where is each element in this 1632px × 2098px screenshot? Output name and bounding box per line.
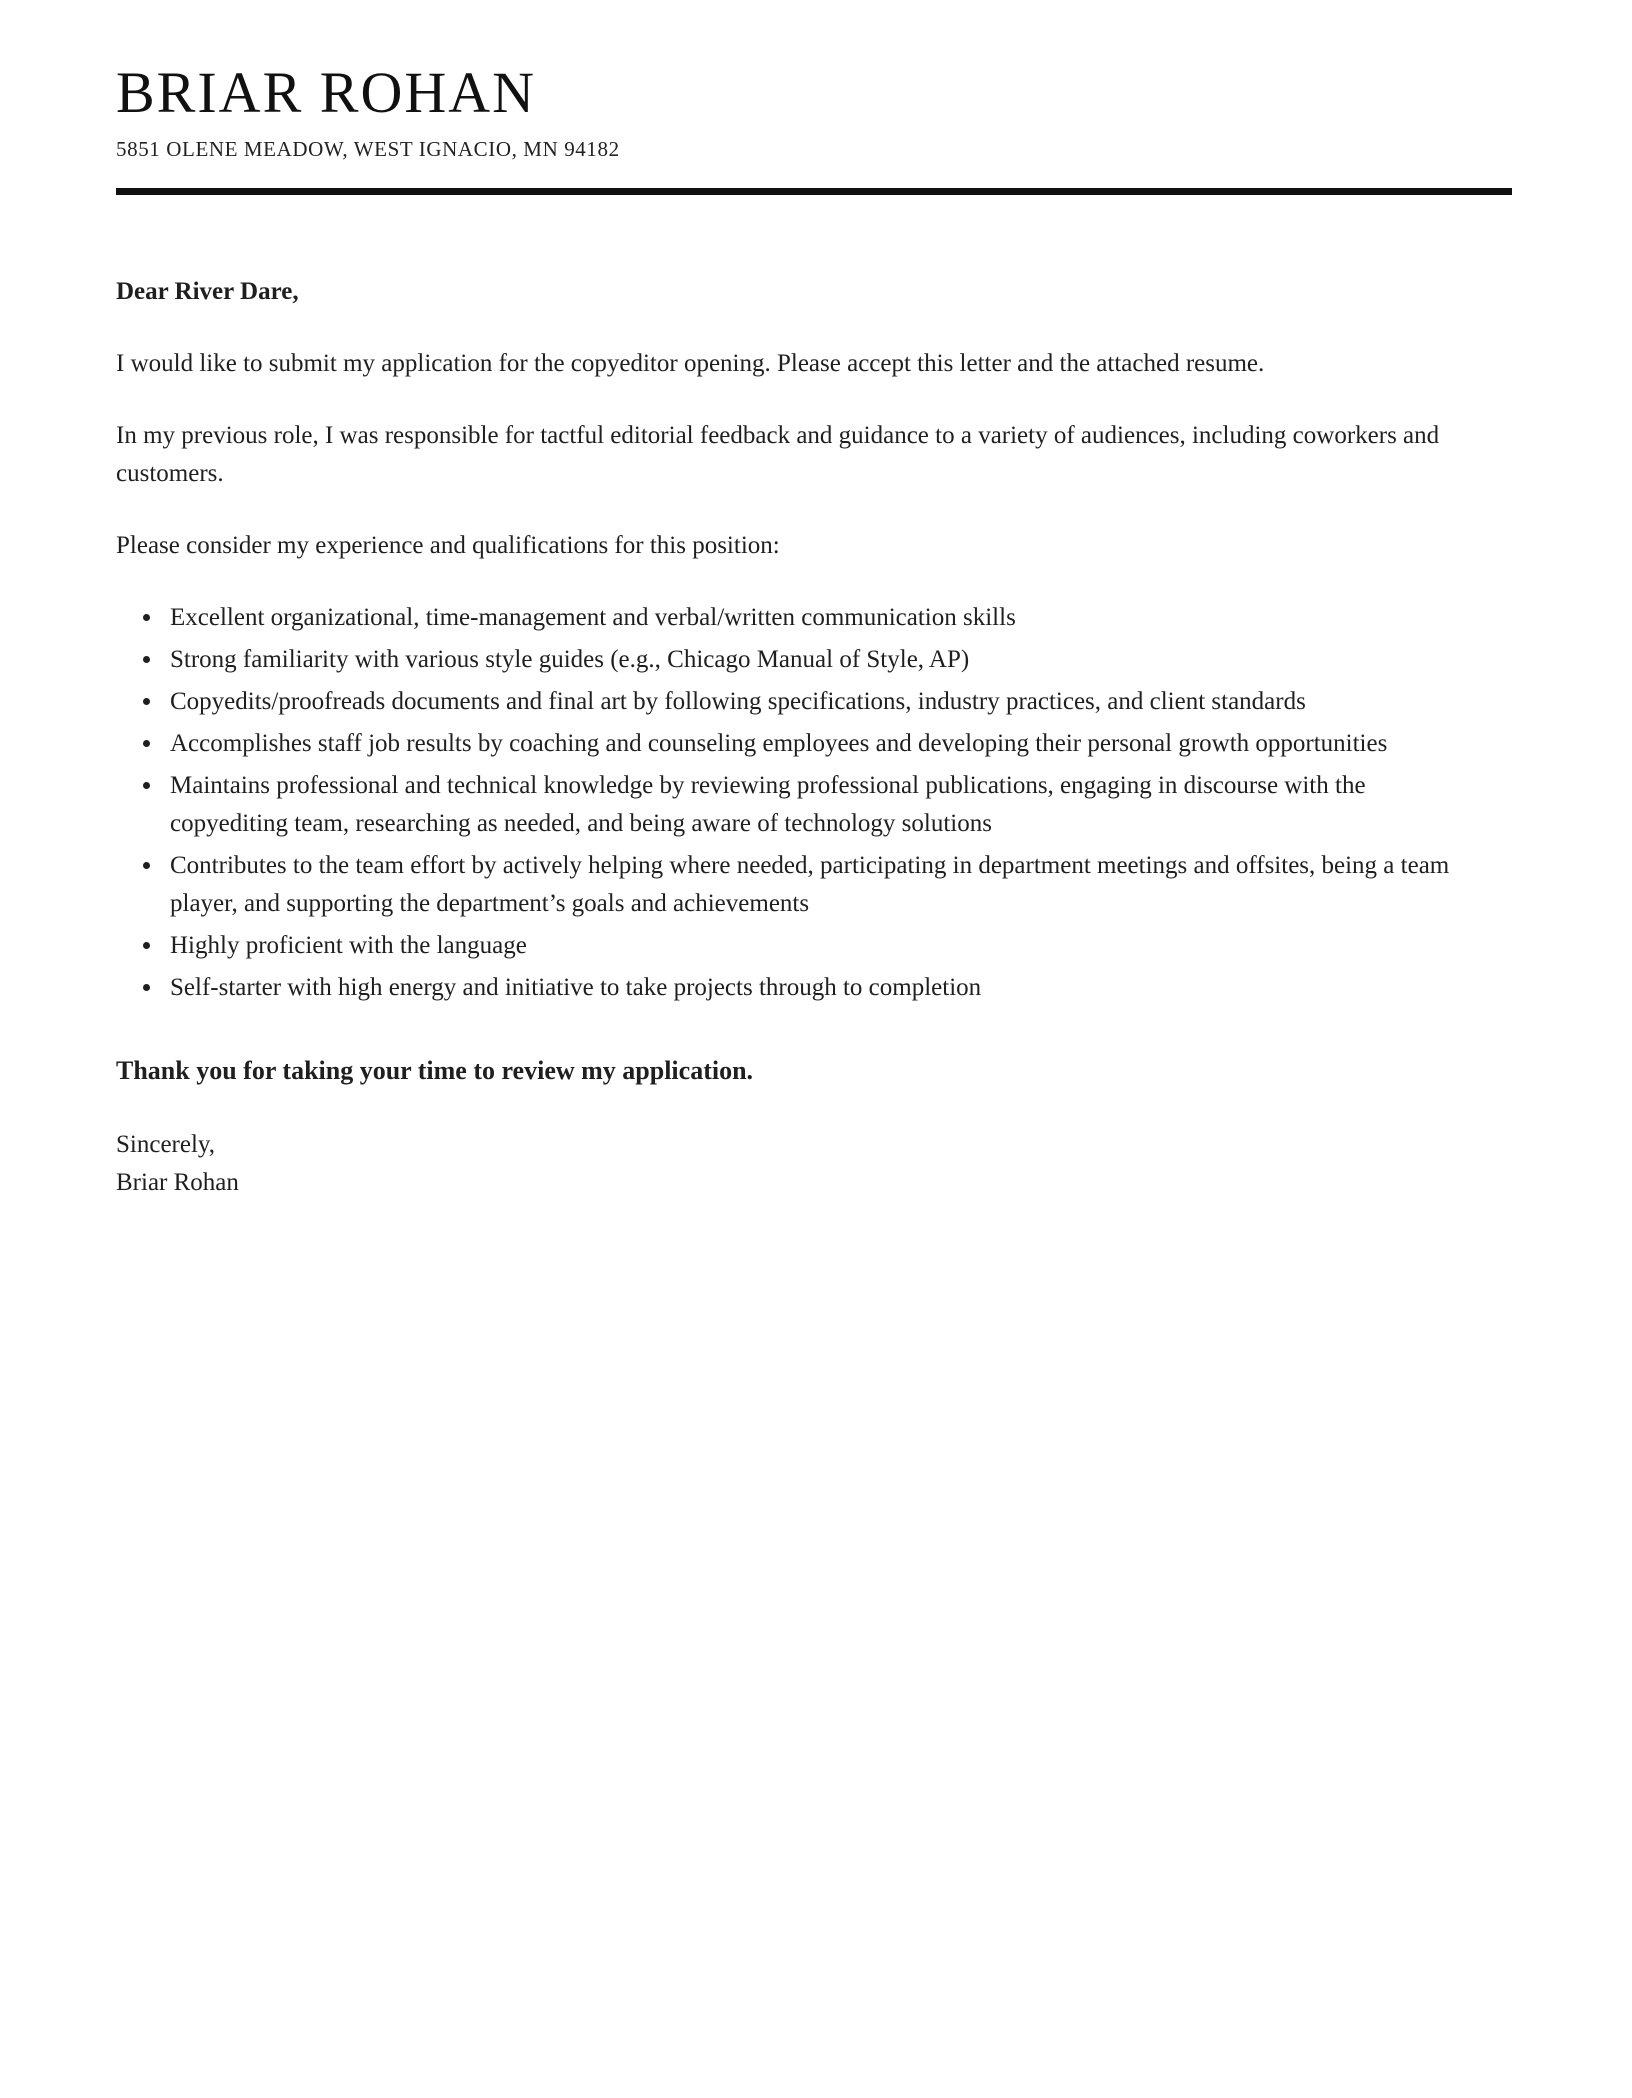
list-item: • Accomplishes staff job results by coaching and counseling employees and developing their personal growth opportunities xyxy=(164,725,1456,763)
qualifications-list xyxy=(116,599,1456,1007)
list-item: • Contributes to the team effort by actively helping where needed, participating in department meetings and offsites, being a team player, and supporting the department’s goals and achievements xyxy=(164,847,1456,923)
paragraph-previous-role: In my previous role, I was responsible for tactful editorial feedback and guidance to a variety of audiences, including coworkers and customers. xyxy=(116,421,1440,487)
letter-header xyxy=(116,60,1512,195)
list-item: • Highly proficient with the language xyxy=(164,927,1456,965)
signature-block xyxy=(116,1126,1456,1202)
salutation: Dear River Dare, xyxy=(116,277,299,305)
letter-body xyxy=(116,273,1456,1203)
signature-name: Briar Rohan xyxy=(116,1169,239,1197)
sender-address: 5851 OLENE MEADOW, WEST IGNACIO, MN 94182 xyxy=(116,136,620,161)
paragraph-consider: Please consider my experience and qualifications for this position: xyxy=(116,531,780,559)
closing-thanks: Thank you for taking your time to review my application. xyxy=(116,1055,754,1085)
list-item: • Copyedits/proofreads documents and final art by following specifications, industry practices, and client standards xyxy=(164,683,1456,721)
list-item: • Strong familiarity with various style guides (e.g., Chicago Manual of Style, AP) xyxy=(164,641,1456,679)
header-divider xyxy=(116,188,1512,195)
paragraph-intro: I would like to submit my application for the copyeditor opening. Please accept this letter and the attached resume. xyxy=(116,349,1265,377)
signoff-word: Sincerely, xyxy=(116,1131,216,1159)
list-item: • Excellent organizational, time-management and verbal/written communication skills xyxy=(164,599,1456,637)
sender-name: BRIAR ROHAN xyxy=(116,60,536,125)
list-item: • Self-starter with high energy and initiative to take projects through to completion xyxy=(164,969,1456,1007)
list-item: • Maintains professional and technical knowledge by reviewing professional publications, engaging in discourse with the copyediting team, researching as needed, and being aware of technology solutions xyxy=(164,767,1456,843)
